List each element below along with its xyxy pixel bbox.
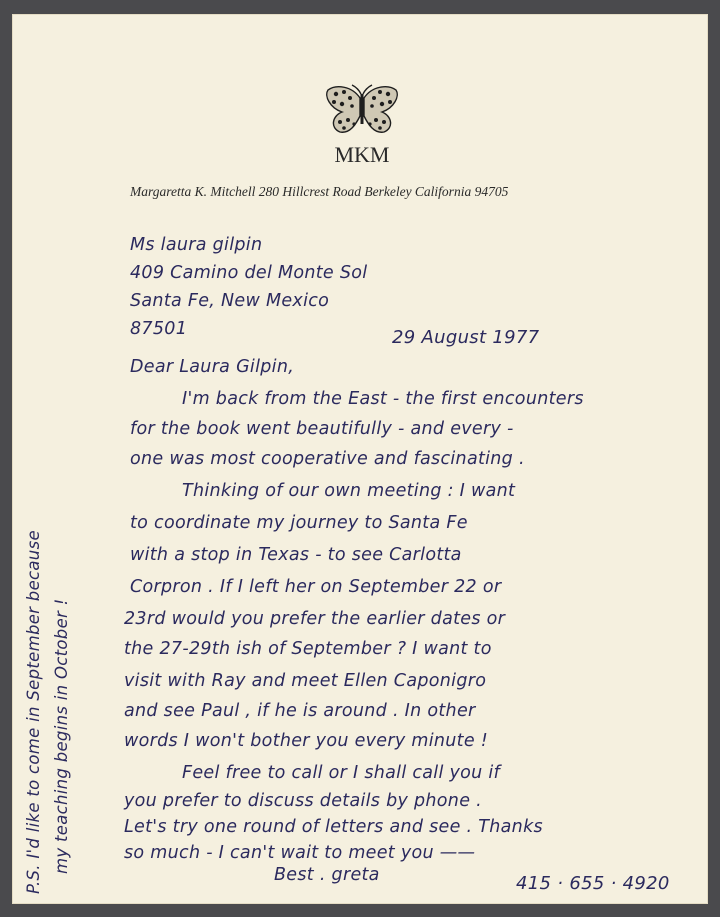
body-line: and see Paul , if he is around . In other (124, 701, 476, 721)
body-line: with a stop in Texas - to see Carlotta (130, 545, 462, 565)
signature: Best . greta (274, 865, 380, 885)
body-line: you prefer to discuss details by phone . (124, 791, 482, 811)
body-line: 23rd would you prefer the earlier dates or (124, 609, 506, 629)
recipient-city: Santa Fe, New Mexico (130, 291, 330, 311)
recipient-zip: 87501 (130, 319, 188, 339)
postscript (20, 530, 76, 894)
body-line: I'm back from the East - the first encounters (182, 389, 584, 409)
body-line: for the book went beautifully - and every - (130, 419, 514, 439)
letter-date: 29 August 1977 (392, 327, 540, 348)
body-line: one was most cooperative and fascinating . (130, 449, 525, 469)
recipient-street: 409 Camino del Monte Sol (130, 263, 368, 283)
postscript-line-1: P.S. I'd like to come in September because (24, 530, 43, 894)
monogram-mkm: MKM (334, 142, 390, 167)
body-line: Feel free to call or I shall call you if (182, 763, 501, 783)
body-line: Corpron . If I left her on September 22 or (130, 577, 502, 597)
body-line: so much - I can't wait to meet you —— (124, 843, 476, 863)
body-line: the 27-29th ish of September ? I want to (124, 639, 492, 659)
body-line: to coordinate my journey to Santa Fe (130, 513, 468, 533)
letterhead-address: Margaretta K. Mitchell 280 Hillcrest Road Berkeley California 94705 (130, 184, 509, 199)
recipient-name: Ms laura gilpin (130, 235, 263, 255)
salutation: Dear Laura Gilpin, (130, 357, 295, 377)
postscript-line-2: my teaching begins in October ! (52, 598, 71, 874)
body-line: words I won't bother you every minute ! (124, 731, 489, 751)
body-line: Thinking of our own meeting : I want (182, 481, 516, 501)
body-line: Let's try one round of letters and see . Thanks (124, 817, 543, 837)
letter-page (12, 14, 708, 904)
phone-number: 415 · 655 · 4920 (516, 873, 670, 894)
body-line: visit with Ray and meet Ellen Caponigro (124, 671, 487, 691)
